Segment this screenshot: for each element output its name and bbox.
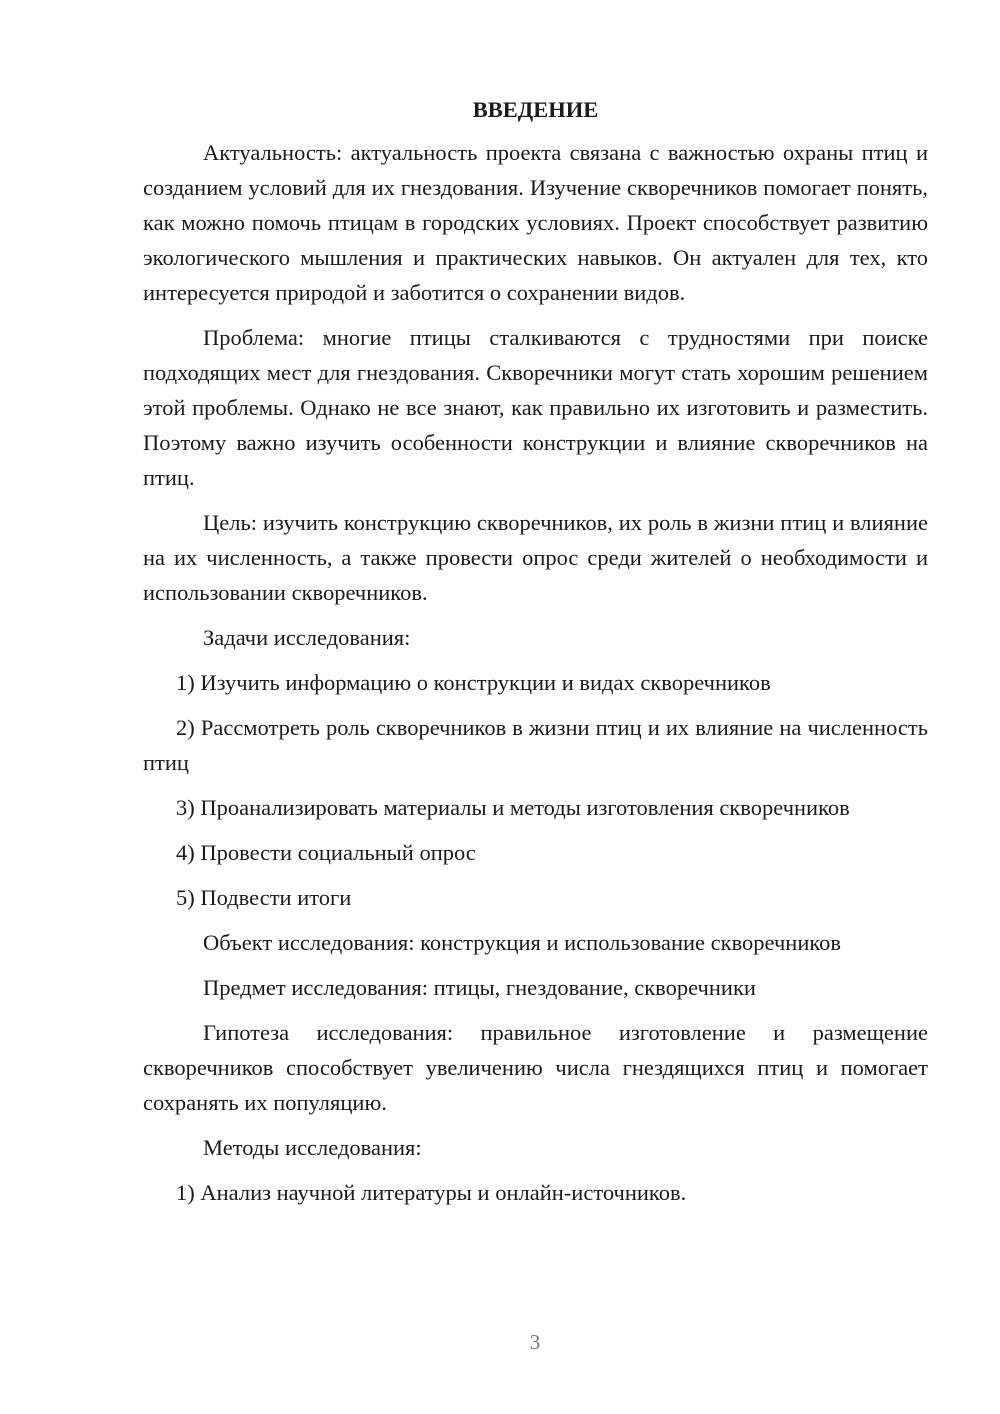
tasks-heading: Задачи исследования: <box>203 625 411 650</box>
problem-paragraph: Проблема: многие птицы сталкиваются с трудностями при поиске подходящих мест для гнездования. Скворечники могут стать хорошим решением этой проблемы. Однако не все знают, как правильно их изготовить и разместить. Поэтому важно изучить особенности конструкции и влияние скворечников на птиц. <box>143 325 928 490</box>
page-number: 3 <box>529 1330 541 1354</box>
subject-line: Предмет исследования: птицы, гнездование, скворечники <box>203 975 756 1000</box>
task-item-5: 5) Подвести итоги <box>176 885 352 910</box>
task-item-1: 1) Изучить информацию о конструкции и видах скворечников <box>176 670 771 695</box>
hypothesis-paragraph: Гипотеза исследования: правильное изготовление и размещение скворечников способствует увеличению числа гнездящихся птиц и помогает сохранять их популяцию. <box>143 1020 928 1115</box>
methods-heading: Методы исследования: <box>203 1135 422 1160</box>
page-title: ВВЕДЕНИЕ <box>472 97 599 122</box>
document-page <box>143 92 928 1220</box>
task-item-2: 2) Рассмотреть роль скворечников в жизни птиц и их влияние на численность птиц <box>143 715 928 775</box>
method-item-1: 1) Анализ научной литературы и онлайн-источников. <box>176 1180 687 1205</box>
task-item-3: 3) Проанализировать материалы и методы изготовления скворечников <box>176 795 850 820</box>
object-line: Объект исследования: конструкция и использование скворечников <box>203 930 842 955</box>
relevance-paragraph: Актуальность: актуальность проекта связана с важностью охраны птиц и созданием условий для их гнездования. Изучение скворечников помогает понять, как можно помочь птицам в городских условиях. Проект способствует развитию экологического мышления и практических навыков. Он актуален для тех, кто интересуется природой и заботится о сохранении видов. <box>143 140 928 305</box>
task-item-4: 4) Провести социальный опрос <box>176 840 476 865</box>
goal-paragraph: Цель: изучить конструкцию скворечников, их роль в жизни птиц и влияние на их численность, а также провести опрос среди жителей о необходимости и использовании скворечников. <box>143 510 928 605</box>
